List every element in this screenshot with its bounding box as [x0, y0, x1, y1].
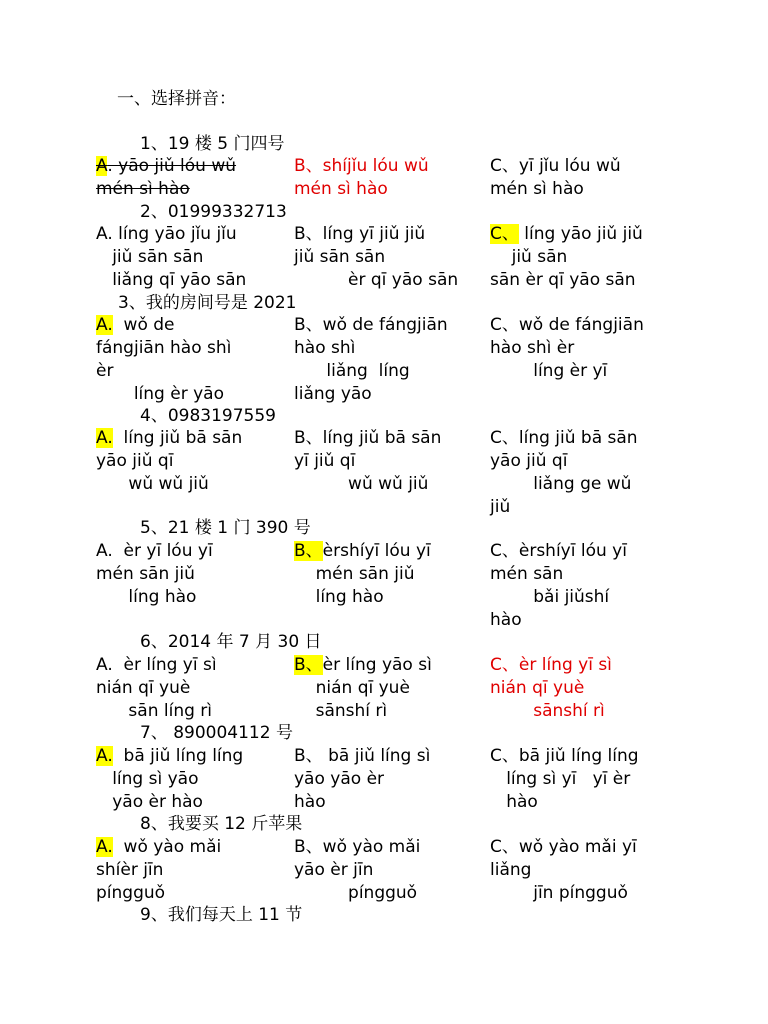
option-marker: B、 — [294, 224, 323, 244]
question-1-option-a: A. yāo jiǔ lóu wǔ mén sì hào — [96, 156, 237, 199]
question-3-option-b: B、wǒ de fángjiān hào shì liǎng líng liǎng yāo — [294, 315, 448, 404]
question-4-option-a: A. líng jiǔ bā sān yāo jiǔ qī wǔ wǔ jiǔ — [96, 428, 243, 494]
question-2-number: 2、01999332713 — [140, 202, 287, 222]
option-marker: B、 — [294, 315, 323, 335]
option-marker: B、 — [294, 156, 323, 176]
option-marker: A. — [96, 224, 113, 244]
question-5-number: 5、21 楼 1 门 390 号 — [140, 518, 311, 538]
question-1-option-b: B、shíjǐu lóu wǔ mén sì hào — [294, 156, 429, 199]
question-7-number: 7、 890004112 号 — [140, 723, 293, 743]
option-marker: C、 — [490, 655, 519, 675]
question-8-number: 8、我要买 12 斤苹果 — [140, 814, 303, 834]
option-marker: C、 — [490, 837, 519, 857]
question-8-option-a: A. wǒ yào mǎi shíèr jīn píngguǒ — [96, 837, 222, 903]
option-marker: A. — [96, 655, 113, 675]
option-marker: B、 — [294, 428, 323, 448]
option-marker: C、 — [490, 746, 519, 766]
option-marker: C、 — [490, 156, 519, 176]
question-6-option-c: C、èr líng yī sì nián qī yuè sānshí rì — [490, 655, 612, 721]
option-marker: A. — [96, 541, 113, 561]
option-marker: A. — [96, 428, 113, 448]
question-3-option-c: C、wǒ de fángjiān hào shì èr líng èr yī — [490, 315, 644, 381]
page-title: 一、选择拼音： — [117, 89, 236, 109]
question-2-option-c: C、 líng yāo jiǔ jiǔ jiǔ sān sān èr qī yāo sān — [490, 224, 643, 290]
question-6-option-b: B、èr líng yāo sì nián qī yuè sānshí rì — [294, 655, 432, 721]
question-4-number: 4、0983197559 — [140, 406, 276, 426]
question-4-option-b: B、líng jiǔ bā sān yī jiǔ qī wǔ wǔ jiǔ — [294, 428, 442, 494]
question-7-option-a: A. bā jiǔ líng líng líng sì yāo yāo èr hào — [96, 746, 244, 812]
option-marker: B、 — [294, 746, 323, 766]
option-marker: B、 — [294, 541, 323, 561]
option-marker: C、 — [490, 224, 519, 244]
question-6-number: 6、2014 年 7 月 30 日 — [140, 632, 322, 652]
question-1-option-c: C、yī jǐu lóu wǔ mén sì hào — [490, 156, 621, 199]
question-9-number: 9、我们每天上 11 节 — [140, 905, 303, 925]
question-2-option-a: A. líng yāo jǐu jǐu jiǔ sān sān liǎng qī yāo sān — [96, 224, 247, 290]
question-3-option-a: A. wǒ de fángjiān hào shì èr líng èr yāo — [96, 315, 232, 404]
question-6-option-a: A. èr líng yī sì nián qī yuè sān líng rì — [96, 655, 217, 721]
option-marker: B、 — [294, 837, 323, 857]
option-marker: C、 — [490, 315, 519, 335]
option-marker: C、 — [490, 541, 519, 561]
question-2-option-b: B、líng yī jiǔ jiǔ jiǔ sān sān èr qī yāo sān — [294, 224, 459, 290]
option-marker: A — [96, 156, 108, 176]
question-7-option-b: B、 bā jiǔ líng sì yāo yāo èr hào — [294, 746, 431, 812]
question-5-option-c: C、èrshíyī lóu yī mén sān bǎi jiǔshí hào — [490, 541, 627, 630]
option-marker: A. — [96, 746, 113, 766]
question-5-option-b: B、èrshíyī lóu yī mén sān jiǔ líng hào — [294, 541, 431, 607]
option-marker: A. — [96, 315, 113, 335]
question-7-option-c: C、bā jiǔ líng líng líng sì yī yī èr hào — [490, 746, 639, 812]
question-8-option-c: C、wǒ yào mǎi yī liǎng jīn píngguǒ — [490, 837, 637, 903]
question-4-option-c: C、líng jiǔ bā sān yāo jiǔ qī liǎng ge wǔ jiǔ — [490, 428, 638, 517]
question-5-option-a: A. èr yī lóu yī mén sān jiǔ líng hào — [96, 541, 213, 607]
question-8-option-b: B、wǒ yào mǎi yāo èr jīn píngguǒ — [294, 837, 421, 903]
question-3-number: 3、我的房间号是 2021 — [118, 293, 297, 313]
option-marker: C、 — [490, 428, 519, 448]
option-marker: A. — [96, 837, 113, 857]
option-marker: B、 — [294, 655, 323, 675]
question-1-number: 1、19 楼 5 门四号 — [140, 134, 285, 154]
